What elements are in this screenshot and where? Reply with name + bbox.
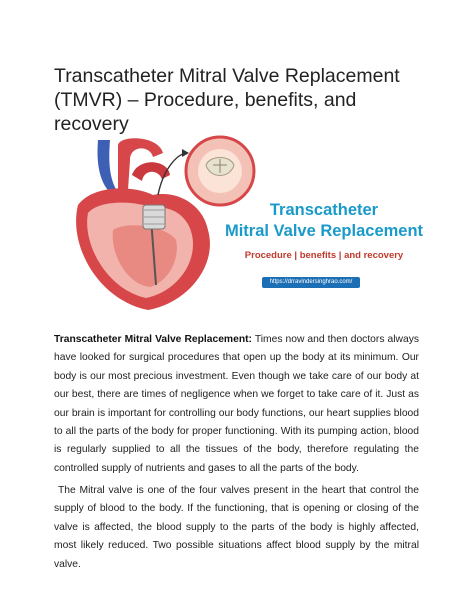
banner-subtitle: Procedure | benefits | and recovery — [244, 250, 404, 261]
banner-title — [214, 200, 434, 242]
paragraph-intro-body: Times now and then doctors always have looked for surgical procedures that open up the body at its minimum. Our body is our most precious investment. Even though we take care of our body at our best, there are times of negligence when we forget to take care of it. Just as our brain is important for controlling our body functions, our heart supplies blood to all the parts of the body for proper functioning. With its pumping action, blood is regularly supplied to all the tissues of the body, therefore regulating the controlled supply of nutrients and gases to all the parts of the body. — [54, 334, 419, 474]
page-title: Transcatheter Mitral Valve Replacement (TMVR) – Procedure, benefits, and recovery — [54, 65, 400, 135]
paragraph-intro — [54, 331, 419, 478]
banner-title-line-2: Mitral Valve Replacement — [224, 222, 424, 240]
banner-title-line-1: Transcatheter — [269, 201, 379, 219]
banner-url-badge[interactable]: https://drravindersinghrao.com/ — [262, 277, 360, 288]
paragraph-mitral-valve: The Mitral valve is one of the four valves present in the heart that control the supply of blood to the body. If the functioning, that is opening or closing of the valve is affected, the blood supply to the parts of the body is highly affected, most likely reduced. Two possible situations affect blood supply by the mitral valve. — [54, 485, 419, 570]
paragraph-intro-lead: Transcatheter Mitral Valve Replacement: — [54, 334, 252, 345]
